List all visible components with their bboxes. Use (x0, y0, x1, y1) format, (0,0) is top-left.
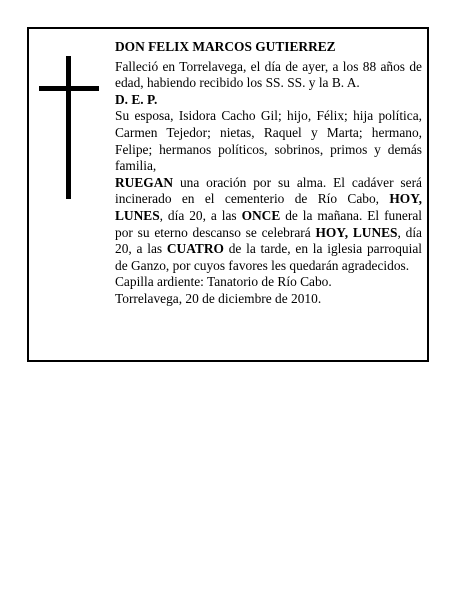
place-date: Torrelavega, 20 de diciembre de 2010. (115, 290, 322, 306)
ruegan-text: RUEGAN (115, 174, 174, 190)
prayer-text-3: de la mañana. El funeral por su eterno descanso se celebrará (115, 207, 422, 240)
cross-vertical-bar (66, 56, 71, 199)
prayer-text-4: , día 20, a las (115, 224, 423, 257)
obituary-text (115, 39, 422, 308)
deceased-name: DON FELIX MARCOS GUTIERREZ (115, 39, 336, 54)
dep-text: D. E. P. (115, 91, 158, 107)
hoy-lunes-1: HOY, LUNES (115, 191, 422, 223)
obituary-notice (27, 27, 429, 362)
prayer-text-1: una oración por su alma. El cadáver será incinerado en el cementerio de Río Cabo, (115, 174, 422, 207)
prayer-text-5: de la tarde, en la iglesia parroquial de Ganzo, por cuyos favores les quedarán agradecidos. (115, 241, 422, 273)
cross-icon (39, 56, 99, 199)
cuatro-text: CUATRO (166, 241, 224, 257)
prayer-paragraph (115, 175, 422, 275)
family-list: Su esposa, Isidora Cacho Gil; hijo, Félix; hija política, Carmen Tejedor; nietas, Raquel y Marta; hermano, Felipe; hermanos políticos, sobrinos, primos y demás familia, (115, 108, 422, 174)
dep-line (115, 92, 422, 109)
prayer-text-2: , día 20, a las (159, 207, 242, 223)
hoy-lunes-2: HOY, LUNES (315, 224, 398, 240)
once-text: ONCE (241, 207, 281, 223)
death-announcement: Falleció en Torrelavega, el día de ayer, a los 88 años de edad, habiendo recibido los SS. SS. y la B. A. (115, 58, 422, 91)
cross-horizontal-bar (39, 86, 99, 91)
chapel-line: Capilla ardiente: Tanatorio de Río Cabo. (115, 274, 332, 290)
